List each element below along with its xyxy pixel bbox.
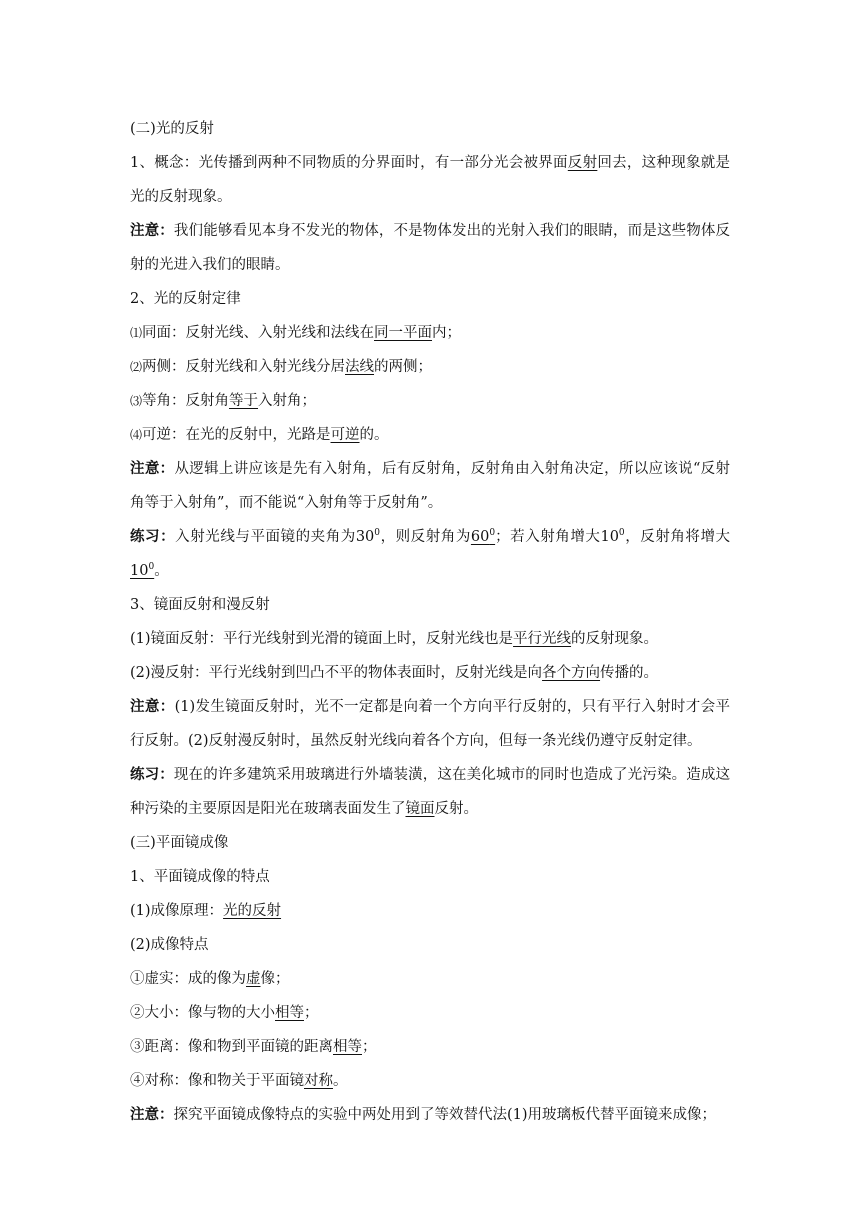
law-item-reversible: ⑷可逆：在光的反射中，光路是可逆的。 <box>130 427 389 443</box>
blank-answer: 虚 <box>246 971 261 987</box>
law-item-equal-angles: ⑶等角：反射角等于入射角； <box>130 393 317 409</box>
blank-answer: 同一平面 <box>374 325 433 341</box>
blank-answer: 反射 <box>567 155 598 171</box>
blank-answer: 等于 <box>229 393 259 409</box>
law-item-same-plane: ⑴同面：反射光线、入射光线和法线在同一平面内； <box>130 325 462 341</box>
exercise-label: 练习： <box>130 528 176 545</box>
heading-reflection-law: 2、光的反射定律 <box>130 291 241 307</box>
blank-answer: 光的反射 <box>223 903 282 919</box>
blank-answer: 平行光线 <box>513 631 572 647</box>
feature-size: ②大小：像与物的大小相等； <box>130 1005 319 1021</box>
item-imaging-principle: (1)成像原理：光的反射 <box>130 903 282 919</box>
blank-answer: 可逆 <box>330 427 360 443</box>
section-title-plane-mirror: (三)平面镜成像 <box>130 835 229 851</box>
blank-answer: 各个方向 <box>542 665 601 681</box>
note-label: 注意： <box>130 460 175 477</box>
note-label: 注意： <box>130 698 175 715</box>
law-item-two-sides: ⑵两侧：反射光线和入射光线分居法线的两侧； <box>130 359 433 375</box>
note-paragraph: 注意：探究平面镜成像特点的实验中两处用到了等效替代法(1)用玻璃板代替平面镜来成像； <box>130 1106 717 1123</box>
feature-symmetry: ④对称：像和物关于平面镜对称。 <box>130 1073 348 1089</box>
heading-specular-diffuse: 3、镜面反射和漫反射 <box>130 597 270 613</box>
item-imaging-features: (2)成像特点 <box>130 937 209 953</box>
blank-answer: 镜面 <box>405 801 435 817</box>
blank-answer: $10^0$ <box>130 562 155 579</box>
item-specular-reflection: (1)镜面反射：平行光线射到光滑的镜面上时，反射光线也是平行光线的反射现象。 <box>130 631 659 647</box>
blank-answer: 相等 <box>275 1005 304 1021</box>
blank-answer: $60^0$ <box>470 528 496 545</box>
note-paragraph: 注意：我们能够看见本身不发光的物体，不是物体发出的光射入我们的眼睛，而是这些物体反射的光进入我们的眼睛。 <box>130 222 731 273</box>
note-label: 注意： <box>130 1106 174 1123</box>
item-diffuse-reflection: (2)漫反射：平行光线射到凹凸不平的物体表面时，反射光线是向各个方向传播的。 <box>130 665 659 681</box>
paragraph-concept: 1、概念：光传播到两种不同物质的分界面时，有一部分光会被界面反射回去，这种现象就是光的反射现象。 <box>130 155 730 205</box>
document-body <box>130 112 730 1132</box>
exercise-paragraph: 练习：现在的许多建筑采用玻璃进行外墙装潢，这在美化城市的同时也造成了光污染。造成这种污染的主要原因是阳光在玻璃表面发生了镜面反射。 <box>130 766 731 817</box>
note-paragraph: 注意：从逻辑上讲应该是先有入射角，后有反射角，反射角由入射角决定，所以应该说“反射角等于入射角”，而不能说“入射角等于反射角”。 <box>130 460 730 511</box>
note-label: 注意： <box>130 222 174 239</box>
heading-image-features: 1、平面镜成像的特点 <box>130 869 270 885</box>
blank-answer: 对称 <box>304 1073 333 1089</box>
blank-answer: 法线 <box>345 359 375 375</box>
note-paragraph: 注意：(1)发生镜面反射时，光不一定都是向着一个方向平行反射的，只有平行入射时才会平行反射。(2)反射漫反射时，虽然反射光线向着各个方向，但每一条光线仍遵守反射定律。 <box>130 698 730 749</box>
feature-distance: ③距离：像和物到平面镜的距离相等； <box>130 1039 377 1055</box>
section-title-reflection: (二)光的反射 <box>130 121 214 137</box>
feature-virtual: ①虚实：成的像为虚像； <box>130 971 290 987</box>
exercise-label: 练习： <box>130 766 174 783</box>
blank-answer: 相等 <box>333 1039 362 1055</box>
exercise-paragraph: 练习：入射光线与平面镜的夹角为$30^0$，则反射角为$60^0$；若入射角增大$10^0$，反射角将增大$10^0$。 <box>130 528 731 579</box>
